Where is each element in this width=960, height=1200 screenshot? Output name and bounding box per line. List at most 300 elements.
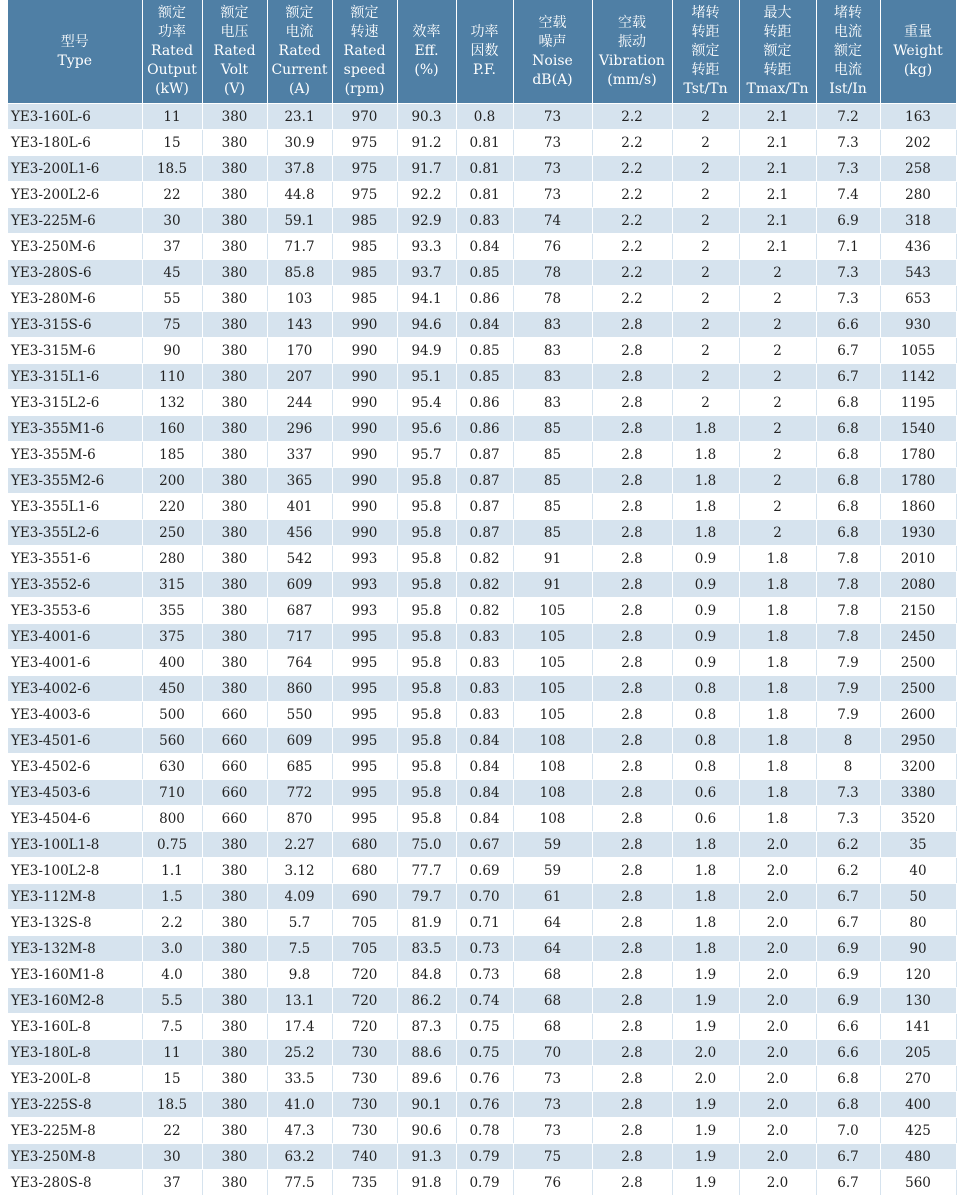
column-header-line: 空载 xyxy=(538,14,567,31)
table-cell: 2.0 xyxy=(739,1092,816,1118)
table-cell: 1055 xyxy=(880,338,956,364)
table-cell: 2 xyxy=(739,338,816,364)
table-cell: 95.1 xyxy=(397,364,456,390)
table-row xyxy=(8,936,956,962)
table-cell: 772 xyxy=(267,780,332,806)
table-cell: 85 xyxy=(513,442,592,468)
table-cell: 77.7 xyxy=(397,858,456,884)
column-header-line: Volt xyxy=(220,62,249,78)
table-cell: 1.9 xyxy=(672,988,739,1014)
table-cell: 500 xyxy=(142,702,202,728)
table-cell: 365 xyxy=(267,468,332,494)
model-cell: YE3-3552-6 xyxy=(8,572,142,598)
table-cell: 2.1 xyxy=(739,234,816,260)
table-cell: 1780 xyxy=(880,442,956,468)
column-header-line: 因数 xyxy=(470,43,499,59)
table-cell: 1.8 xyxy=(739,806,816,832)
column-header-line: Eff. xyxy=(414,43,439,59)
table-cell: 95.8 xyxy=(397,598,456,624)
table-cell: 2 xyxy=(739,364,816,390)
table-cell: 0.8 xyxy=(672,676,739,702)
table-row xyxy=(8,858,956,884)
column-header-line: 功率 xyxy=(470,24,499,40)
table-cell: 436 xyxy=(880,234,956,260)
table-cell: 7.9 xyxy=(816,650,880,676)
table-cell: 77.5 xyxy=(267,1170,332,1196)
table-cell: 296 xyxy=(267,416,332,442)
table-cell: 17.4 xyxy=(267,1014,332,1040)
table-row xyxy=(8,598,956,624)
table-cell: 7.3 xyxy=(816,286,880,312)
table-cell: 1.9 xyxy=(672,1014,739,1040)
table-row xyxy=(8,104,956,130)
table-cell: 75.0 xyxy=(397,832,456,858)
table-cell: 2 xyxy=(672,260,739,286)
table-cell: 2 xyxy=(672,312,739,338)
table-row xyxy=(8,520,956,546)
column-header-line: Rated xyxy=(343,43,386,59)
table-cell: 1780 xyxy=(880,468,956,494)
table-cell: 7.4 xyxy=(816,182,880,208)
table-cell: 2.8 xyxy=(592,416,672,442)
model-cell: YE3-4502-6 xyxy=(8,754,142,780)
table-cell: 720 xyxy=(332,988,397,1014)
table-row xyxy=(8,650,956,676)
table-cell: 995 xyxy=(332,650,397,676)
table-cell: 143 xyxy=(267,312,332,338)
table-cell: 6.2 xyxy=(816,832,880,858)
table-cell: 105 xyxy=(513,624,592,650)
table-cell: 87.3 xyxy=(397,1014,456,1040)
table-cell: 47.3 xyxy=(267,1118,332,1144)
model-cell: YE3-100L2-8 xyxy=(8,858,142,884)
table-cell: 380 xyxy=(202,364,267,390)
table-row xyxy=(8,806,956,832)
table-cell: 7.3 xyxy=(816,156,880,182)
table-cell: 0.87 xyxy=(456,494,513,520)
table-cell: 456 xyxy=(267,520,332,546)
table-row xyxy=(8,910,956,936)
table-row xyxy=(8,156,956,182)
table-row xyxy=(8,260,956,286)
table-cell: 15 xyxy=(142,130,202,156)
table-cell: 380 xyxy=(202,598,267,624)
table-cell: 30.9 xyxy=(267,130,332,156)
table-cell: 400 xyxy=(880,1092,956,1118)
table-row xyxy=(8,1144,956,1170)
table-cell: 710 xyxy=(142,780,202,806)
table-cell: 380 xyxy=(202,1170,267,1196)
table-cell: 2.0 xyxy=(672,1066,739,1092)
table-cell: 64 xyxy=(513,910,592,936)
table-cell: 105 xyxy=(513,702,592,728)
table-row xyxy=(8,416,956,442)
table-cell: 985 xyxy=(332,208,397,234)
table-cell: 11 xyxy=(142,104,202,130)
table-cell: 2.2 xyxy=(592,208,672,234)
column-header-line: 额定 xyxy=(350,5,379,21)
table-cell: 543 xyxy=(880,260,956,286)
table-cell: 2.8 xyxy=(592,312,672,338)
table-cell: 207 xyxy=(267,364,332,390)
column-header-line: (mm/s) xyxy=(607,71,657,88)
table-cell: 108 xyxy=(513,754,592,780)
table-cell: 2.2 xyxy=(592,130,672,156)
table-cell: 380 xyxy=(202,104,267,130)
model-cell: YE3-132S-8 xyxy=(8,910,142,936)
column-header-line: 转距 xyxy=(691,24,720,40)
table-cell: 720 xyxy=(332,962,397,988)
column-header-line: Noise xyxy=(532,52,573,69)
table-cell: 108 xyxy=(513,806,592,832)
table-cell: 110 xyxy=(142,364,202,390)
table-row xyxy=(8,286,956,312)
table-cell: 90 xyxy=(880,936,956,962)
table-cell: 0.78 xyxy=(456,1118,513,1144)
table-cell: 990 xyxy=(332,416,397,442)
table-row xyxy=(8,468,956,494)
table-cell: 0.76 xyxy=(456,1066,513,1092)
column-header-line: 转速 xyxy=(350,24,379,40)
model-cell: YE3-160L-6 xyxy=(8,104,142,130)
table-cell: 1.9 xyxy=(672,1118,739,1144)
table-cell: 2450 xyxy=(880,624,956,650)
table-cell: 6.8 xyxy=(816,442,880,468)
table-row xyxy=(8,1092,956,1118)
table-cell: 105 xyxy=(513,676,592,702)
column-header-line: Tmax/Tn xyxy=(746,81,809,97)
table-cell: 7.5 xyxy=(142,1014,202,1040)
table-cell: 2.1 xyxy=(739,104,816,130)
column-header-line: 转距 xyxy=(763,24,792,40)
table-cell: 79.7 xyxy=(397,884,456,910)
table-cell: 0.69 xyxy=(456,858,513,884)
table-cell: 380 xyxy=(202,910,267,936)
table-cell: 1.8 xyxy=(672,832,739,858)
column-header-line: 电流 xyxy=(834,62,862,78)
model-cell: YE3-4501-6 xyxy=(8,728,142,754)
table-cell: 0.75 xyxy=(142,832,202,858)
column-header-11 xyxy=(816,0,880,104)
table-cell: 0.86 xyxy=(456,286,513,312)
table-cell: 108 xyxy=(513,780,592,806)
table-cell: 0.82 xyxy=(456,572,513,598)
model-cell: YE3-200L1-6 xyxy=(8,156,142,182)
model-cell: YE3-4503-6 xyxy=(8,780,142,806)
table-cell: 2.8 xyxy=(592,494,672,520)
table-cell: 37 xyxy=(142,234,202,260)
table-cell: 2.0 xyxy=(739,988,816,1014)
table-cell: 380 xyxy=(202,962,267,988)
table-cell: 730 xyxy=(332,1118,397,1144)
table-cell: 2 xyxy=(739,520,816,546)
table-cell: 95.8 xyxy=(397,494,456,520)
table-cell: 64 xyxy=(513,936,592,962)
table-cell: 0.70 xyxy=(456,884,513,910)
model-cell: YE3-280S-8 xyxy=(8,1170,142,1196)
table-cell: 2.8 xyxy=(592,650,672,676)
table-cell: 78 xyxy=(513,286,592,312)
table-cell: 425 xyxy=(880,1118,956,1144)
table-cell: 73 xyxy=(513,1118,592,1144)
table-cell: 2 xyxy=(739,442,816,468)
table-cell: 0.86 xyxy=(456,390,513,416)
table-cell: 7.2 xyxy=(816,104,880,130)
model-cell: YE3-250M-8 xyxy=(8,1144,142,1170)
table-cell: 83 xyxy=(513,364,592,390)
table-cell: 0.87 xyxy=(456,468,513,494)
table-cell: 660 xyxy=(202,754,267,780)
table-cell: 3.12 xyxy=(267,858,332,884)
table-cell: 83 xyxy=(513,312,592,338)
column-header-line: dB(A) xyxy=(532,71,573,88)
table-cell: 0.82 xyxy=(456,546,513,572)
table-cell: 2.1 xyxy=(739,156,816,182)
table-cell: 68 xyxy=(513,1014,592,1040)
table-cell: 1.8 xyxy=(672,884,739,910)
table-cell: 91 xyxy=(513,572,592,598)
column-header-line: 堵转 xyxy=(834,5,862,21)
table-cell: 1.9 xyxy=(672,1144,739,1170)
column-header-5 xyxy=(397,0,456,104)
table-cell: 318 xyxy=(880,208,956,234)
table-cell: 995 xyxy=(332,624,397,650)
table-cell: 5.5 xyxy=(142,988,202,1014)
table-cell: 0.87 xyxy=(456,520,513,546)
table-cell: 0.85 xyxy=(456,364,513,390)
table-cell: 2 xyxy=(672,234,739,260)
table-cell: 380 xyxy=(202,624,267,650)
table-cell: 380 xyxy=(202,130,267,156)
model-cell: YE3-3553-6 xyxy=(8,598,142,624)
table-cell: 2.0 xyxy=(739,858,816,884)
table-cell: 22 xyxy=(142,1118,202,1144)
table-cell: 95.8 xyxy=(397,728,456,754)
table-cell: 1142 xyxy=(880,364,956,390)
table-cell: 0.9 xyxy=(672,546,739,572)
column-header-line: speed xyxy=(343,62,386,78)
column-header-line: Rated xyxy=(278,43,321,59)
table-cell: 380 xyxy=(202,390,267,416)
table-cell: 0.6 xyxy=(672,780,739,806)
table-cell: 7.8 xyxy=(816,598,880,624)
table-cell: 0.8 xyxy=(672,728,739,754)
table-cell: 280 xyxy=(880,182,956,208)
table-cell: 380 xyxy=(202,858,267,884)
table-cell: 1.9 xyxy=(672,962,739,988)
table-cell: 8 xyxy=(816,728,880,754)
table-cell: 91.3 xyxy=(397,1144,456,1170)
table-cell: 76 xyxy=(513,1170,592,1196)
table-cell: 0.86 xyxy=(456,416,513,442)
table-cell: 380 xyxy=(202,1144,267,1170)
table-cell: 800 xyxy=(142,806,202,832)
table-cell: 1.8 xyxy=(672,936,739,962)
table-cell: 380 xyxy=(202,1040,267,1066)
table-header xyxy=(8,0,956,104)
table-cell: 2 xyxy=(739,260,816,286)
table-cell: 990 xyxy=(332,494,397,520)
table-cell: 90.1 xyxy=(397,1092,456,1118)
table-cell: 990 xyxy=(332,364,397,390)
table-cell: 59 xyxy=(513,858,592,884)
table-cell: 2.2 xyxy=(592,156,672,182)
table-cell: 990 xyxy=(332,442,397,468)
table-cell: 1.8 xyxy=(672,858,739,884)
table-row xyxy=(8,884,956,910)
table-cell: 91.7 xyxy=(397,156,456,182)
table-cell: 1.1 xyxy=(142,858,202,884)
table-cell: 2.0 xyxy=(739,1014,816,1040)
table-cell: 380 xyxy=(202,286,267,312)
table-cell: 5.7 xyxy=(267,910,332,936)
table-cell: 1.8 xyxy=(739,572,816,598)
table-cell: 2 xyxy=(672,390,739,416)
model-cell: YE3-200L2-6 xyxy=(8,182,142,208)
table-cell: 660 xyxy=(202,806,267,832)
table-cell: 995 xyxy=(332,676,397,702)
model-cell: YE3-355M2-6 xyxy=(8,468,142,494)
table-cell: 380 xyxy=(202,338,267,364)
table-cell: 1195 xyxy=(880,390,956,416)
table-cell: 690 xyxy=(332,884,397,910)
table-cell: 41.0 xyxy=(267,1092,332,1118)
column-header-line: 型号 xyxy=(60,33,89,50)
table-cell: 717 xyxy=(267,624,332,650)
table-row xyxy=(8,780,956,806)
table-cell: 0.84 xyxy=(456,754,513,780)
table-cell: 2 xyxy=(672,208,739,234)
table-row xyxy=(8,312,956,338)
table-row xyxy=(8,702,956,728)
table-body xyxy=(8,104,956,1196)
model-cell: YE3-225S-8 xyxy=(8,1092,142,1118)
table-cell: 0.73 xyxy=(456,962,513,988)
table-cell: 6.9 xyxy=(816,936,880,962)
table-row xyxy=(8,754,956,780)
table-cell: 2.8 xyxy=(592,884,672,910)
model-cell: YE3-180L-6 xyxy=(8,130,142,156)
table-cell: 380 xyxy=(202,884,267,910)
column-header-line: (%) xyxy=(414,62,439,78)
model-cell: YE3-3551-6 xyxy=(8,546,142,572)
table-cell: 2.0 xyxy=(739,1144,816,1170)
table-cell: 995 xyxy=(332,702,397,728)
table-cell: 59 xyxy=(513,832,592,858)
column-header-9 xyxy=(672,0,739,104)
table-cell: 68 xyxy=(513,988,592,1014)
table-cell: 18.5 xyxy=(142,156,202,182)
table-cell: 653 xyxy=(880,286,956,312)
column-header-line: Weight xyxy=(893,43,943,59)
table-cell: 0.9 xyxy=(672,650,739,676)
table-cell: 740 xyxy=(332,1144,397,1170)
table-cell: 2600 xyxy=(880,702,956,728)
model-cell: YE3-4504-6 xyxy=(8,806,142,832)
table-cell: 94.6 xyxy=(397,312,456,338)
table-cell: 2.8 xyxy=(592,1066,672,1092)
table-cell: 985 xyxy=(332,286,397,312)
table-cell: 560 xyxy=(880,1170,956,1196)
table-cell: 76 xyxy=(513,234,592,260)
column-header-line: 额定 xyxy=(834,43,862,59)
table-cell: 71.7 xyxy=(267,234,332,260)
table-row xyxy=(8,676,956,702)
model-cell: YE3-315S-6 xyxy=(8,312,142,338)
table-cell: 2.8 xyxy=(592,676,672,702)
table-cell: 2 xyxy=(739,416,816,442)
table-cell: 2080 xyxy=(880,572,956,598)
table-cell: 185 xyxy=(142,442,202,468)
table-cell: 2.8 xyxy=(592,754,672,780)
table-cell: 83 xyxy=(513,390,592,416)
table-cell: 83.5 xyxy=(397,936,456,962)
table-cell: 975 xyxy=(332,156,397,182)
table-cell: 2.8 xyxy=(592,936,672,962)
table-cell: 1.9 xyxy=(672,1092,739,1118)
table-cell: 0.71 xyxy=(456,910,513,936)
table-cell: 2.1 xyxy=(739,208,816,234)
table-cell: 1.8 xyxy=(672,910,739,936)
table-cell: 990 xyxy=(332,520,397,546)
table-cell: 400 xyxy=(142,650,202,676)
model-cell: YE3-315L1-6 xyxy=(8,364,142,390)
table-cell: 2.2 xyxy=(142,910,202,936)
table-cell: 2.8 xyxy=(592,1014,672,1040)
table-cell: 2 xyxy=(672,182,739,208)
header-row xyxy=(8,0,956,104)
column-header-line: Rated xyxy=(150,43,194,59)
model-cell: YE3-112M-8 xyxy=(8,884,142,910)
table-cell: 380 xyxy=(202,1092,267,1118)
table-cell: 2.8 xyxy=(592,988,672,1014)
column-header-line: 堵转 xyxy=(691,5,720,21)
table-cell: 0.83 xyxy=(456,676,513,702)
table-cell: 81.9 xyxy=(397,910,456,936)
table-cell: 380 xyxy=(202,1014,267,1040)
model-cell: YE3-180L-8 xyxy=(8,1040,142,1066)
table-cell: 985 xyxy=(332,260,397,286)
model-cell: YE3-280M-6 xyxy=(8,286,142,312)
table-cell: 630 xyxy=(142,754,202,780)
table-cell: 95.6 xyxy=(397,416,456,442)
table-cell: 720 xyxy=(332,1014,397,1040)
table-cell: 0.85 xyxy=(456,338,513,364)
table-cell: 735 xyxy=(332,1170,397,1196)
column-header-line: Ist/In xyxy=(829,81,867,97)
table-cell: 103 xyxy=(267,286,332,312)
column-header-line: 额定 xyxy=(158,5,186,21)
table-cell: 94.9 xyxy=(397,338,456,364)
table-cell: 93.3 xyxy=(397,234,456,260)
table-cell: 6.8 xyxy=(816,416,880,442)
table-cell: 0.83 xyxy=(456,208,513,234)
table-cell: 0.87 xyxy=(456,442,513,468)
table-cell: 3.0 xyxy=(142,936,202,962)
table-row xyxy=(8,624,956,650)
table-cell: 95.8 xyxy=(397,650,456,676)
table-cell: 163 xyxy=(880,104,956,130)
table-cell: 609 xyxy=(267,572,332,598)
model-cell: YE3-355L1-6 xyxy=(8,494,142,520)
table-cell: 73 xyxy=(513,130,592,156)
table-cell: 18.5 xyxy=(142,1092,202,1118)
table-cell: 1.8 xyxy=(672,442,739,468)
table-cell: 84.8 xyxy=(397,962,456,988)
table-cell: 44.8 xyxy=(267,182,332,208)
model-cell: YE3-280S-6 xyxy=(8,260,142,286)
table-cell: 705 xyxy=(332,936,397,962)
